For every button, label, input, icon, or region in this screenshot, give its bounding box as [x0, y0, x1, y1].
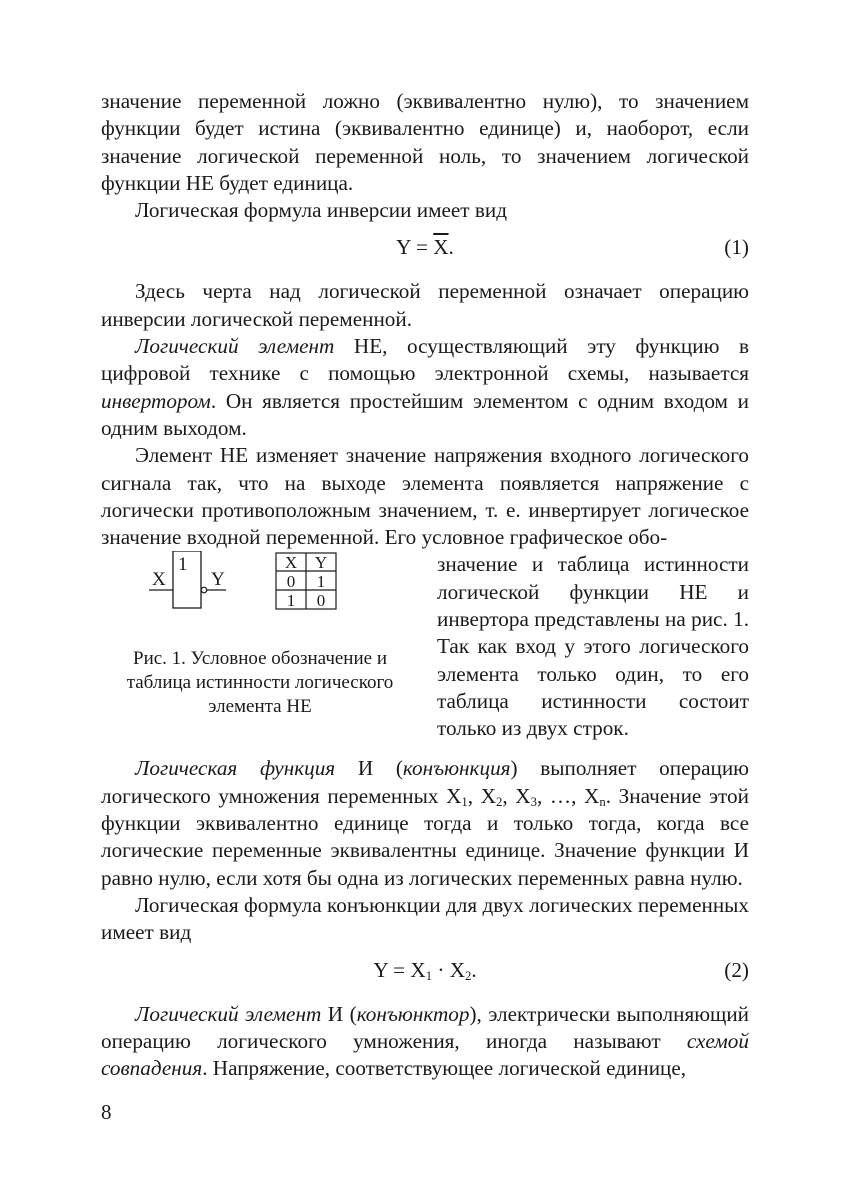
truth-table-header-y: Y — [314, 553, 328, 573]
paragraph-7: Логическая формула конъюнкции для двух логических переменных имеет вид — [101, 892, 749, 945]
gate-function-label: 1 — [178, 554, 188, 576]
paragraph-1: значение переменной ложно (эквивалентно нулю), то значением функции будет истина (эквивалентно единице) и, наоборот, если значение логической переменной ноль, то значением логической функции НЕ будет единица. — [101, 89, 749, 195]
term-logic-element: Логический элемент — [135, 1001, 322, 1026]
truth-table — [276, 553, 336, 610]
formula-2-number: (2) — [724, 957, 749, 982]
paragraph-5: Элемент НЕ изменяет значение напряжения входного логического сигнала так, что на выходе элемента появляется напряжение с логически противоположным значением, т. е. инвертирует логическое значение входной переменной. Его условное графическое обо- — [101, 443, 749, 550]
term-inverter: инвертором — [101, 388, 211, 413]
formula-1-expression — [101, 234, 749, 261]
text-span: . Значение этой функции эквивалентно единице тогда и только тогда, когда все логические переменные эквивалентны единице. Значение функции И равно нулю, если хотя бы одна из логических переменных равна нулю. — [101, 783, 749, 890]
paragraph-4 — [101, 333, 749, 442]
paragraph-3: Здесь черта над логической переменной означает операцию инверсии логической переменной. — [101, 279, 749, 331]
paragraph-5-continued — [437, 551, 749, 742]
gate-input-label: X — [152, 569, 166, 591]
formula-1-inverted-variable: $\overline{X}$ — [433, 235, 449, 260]
formula-part: Y = X — [373, 957, 426, 982]
subscript: 2 — [465, 968, 472, 983]
formula-part: · X — [432, 957, 465, 982]
term-logic-element: Логический элемент — [135, 334, 335, 359]
formula-2-expression — [101, 957, 749, 984]
paragraph-8 — [101, 1001, 749, 1083]
subscript: n — [599, 794, 606, 809]
text-span: , …, X — [536, 783, 600, 808]
term-conjunction: конъюнкция — [402, 756, 511, 781]
page-body — [101, 88, 749, 1082]
formula-1-end: . — [448, 235, 454, 260]
text-span: . Он является простейшим элементом с одним входом и одним выходом. — [101, 388, 749, 440]
term-coincidence-circuit: схемой совпадения — [101, 1028, 749, 1081]
figure-1-graphic — [101, 551, 419, 647]
truth-table-cell: 1 — [316, 572, 326, 592]
formula-1-lhs: Y = — [396, 235, 434, 260]
truth-table-cell: 1 — [286, 591, 296, 611]
subscript: 2 — [496, 794, 503, 809]
text-span: . Напряжение, соответствующее логической единице, — [202, 1056, 687, 1081]
truth-table-cell: 0 — [286, 572, 296, 592]
subscript: 3 — [530, 794, 537, 809]
text-span: ) выполняет операцию логического умножения переменных X — [101, 756, 750, 808]
formula-part: . — [471, 957, 477, 982]
figure-1-caption: Рис. 1. Условное обозначение и таблица истинности логического элемента НЕ — [126, 648, 394, 718]
text-span: НЕ, осуществляющий эту функцию в цифровой технике с помощью электронной схемы, называется — [101, 334, 750, 386]
truth-table-cell: 0 — [316, 591, 326, 611]
text-span: И ( — [321, 1001, 357, 1026]
paragraph-2: Логическая формула инверсии имеет вид — [135, 198, 507, 223]
text-span: , X — [467, 783, 496, 808]
term-logic-function: Логическая функция — [135, 756, 336, 781]
text-span: И ( — [335, 756, 403, 781]
subscript: 1 — [461, 794, 468, 809]
formula-1-number: (1) — [724, 235, 749, 260]
truth-table-header-x: X — [284, 553, 298, 573]
term-conjunctor: конъюнктор — [356, 1001, 470, 1026]
inversion-circle — [201, 588, 207, 594]
text-span: , X — [502, 783, 531, 808]
formula-1 — [101, 228, 749, 268]
paragraph-6 — [101, 755, 749, 891]
gate-output-label: Y — [211, 569, 225, 591]
figure-1 — [101, 551, 419, 755]
subscript: 1 — [425, 968, 433, 983]
page-number: 8 — [101, 1100, 112, 1124]
formula-2 — [101, 951, 749, 991]
paragraph-5-continued-text: значение и таблица истинности логической функции НЕ и инвертора представлены на рис. 1. Так как вход у этого логического элемента только один, то его таблица истинности состоит только из двух строк. — [437, 552, 749, 741]
figure-row — [101, 551, 749, 755]
text-span: ), электрически выполняющий операцию логического умножения, иногда называют — [101, 1001, 750, 1053]
